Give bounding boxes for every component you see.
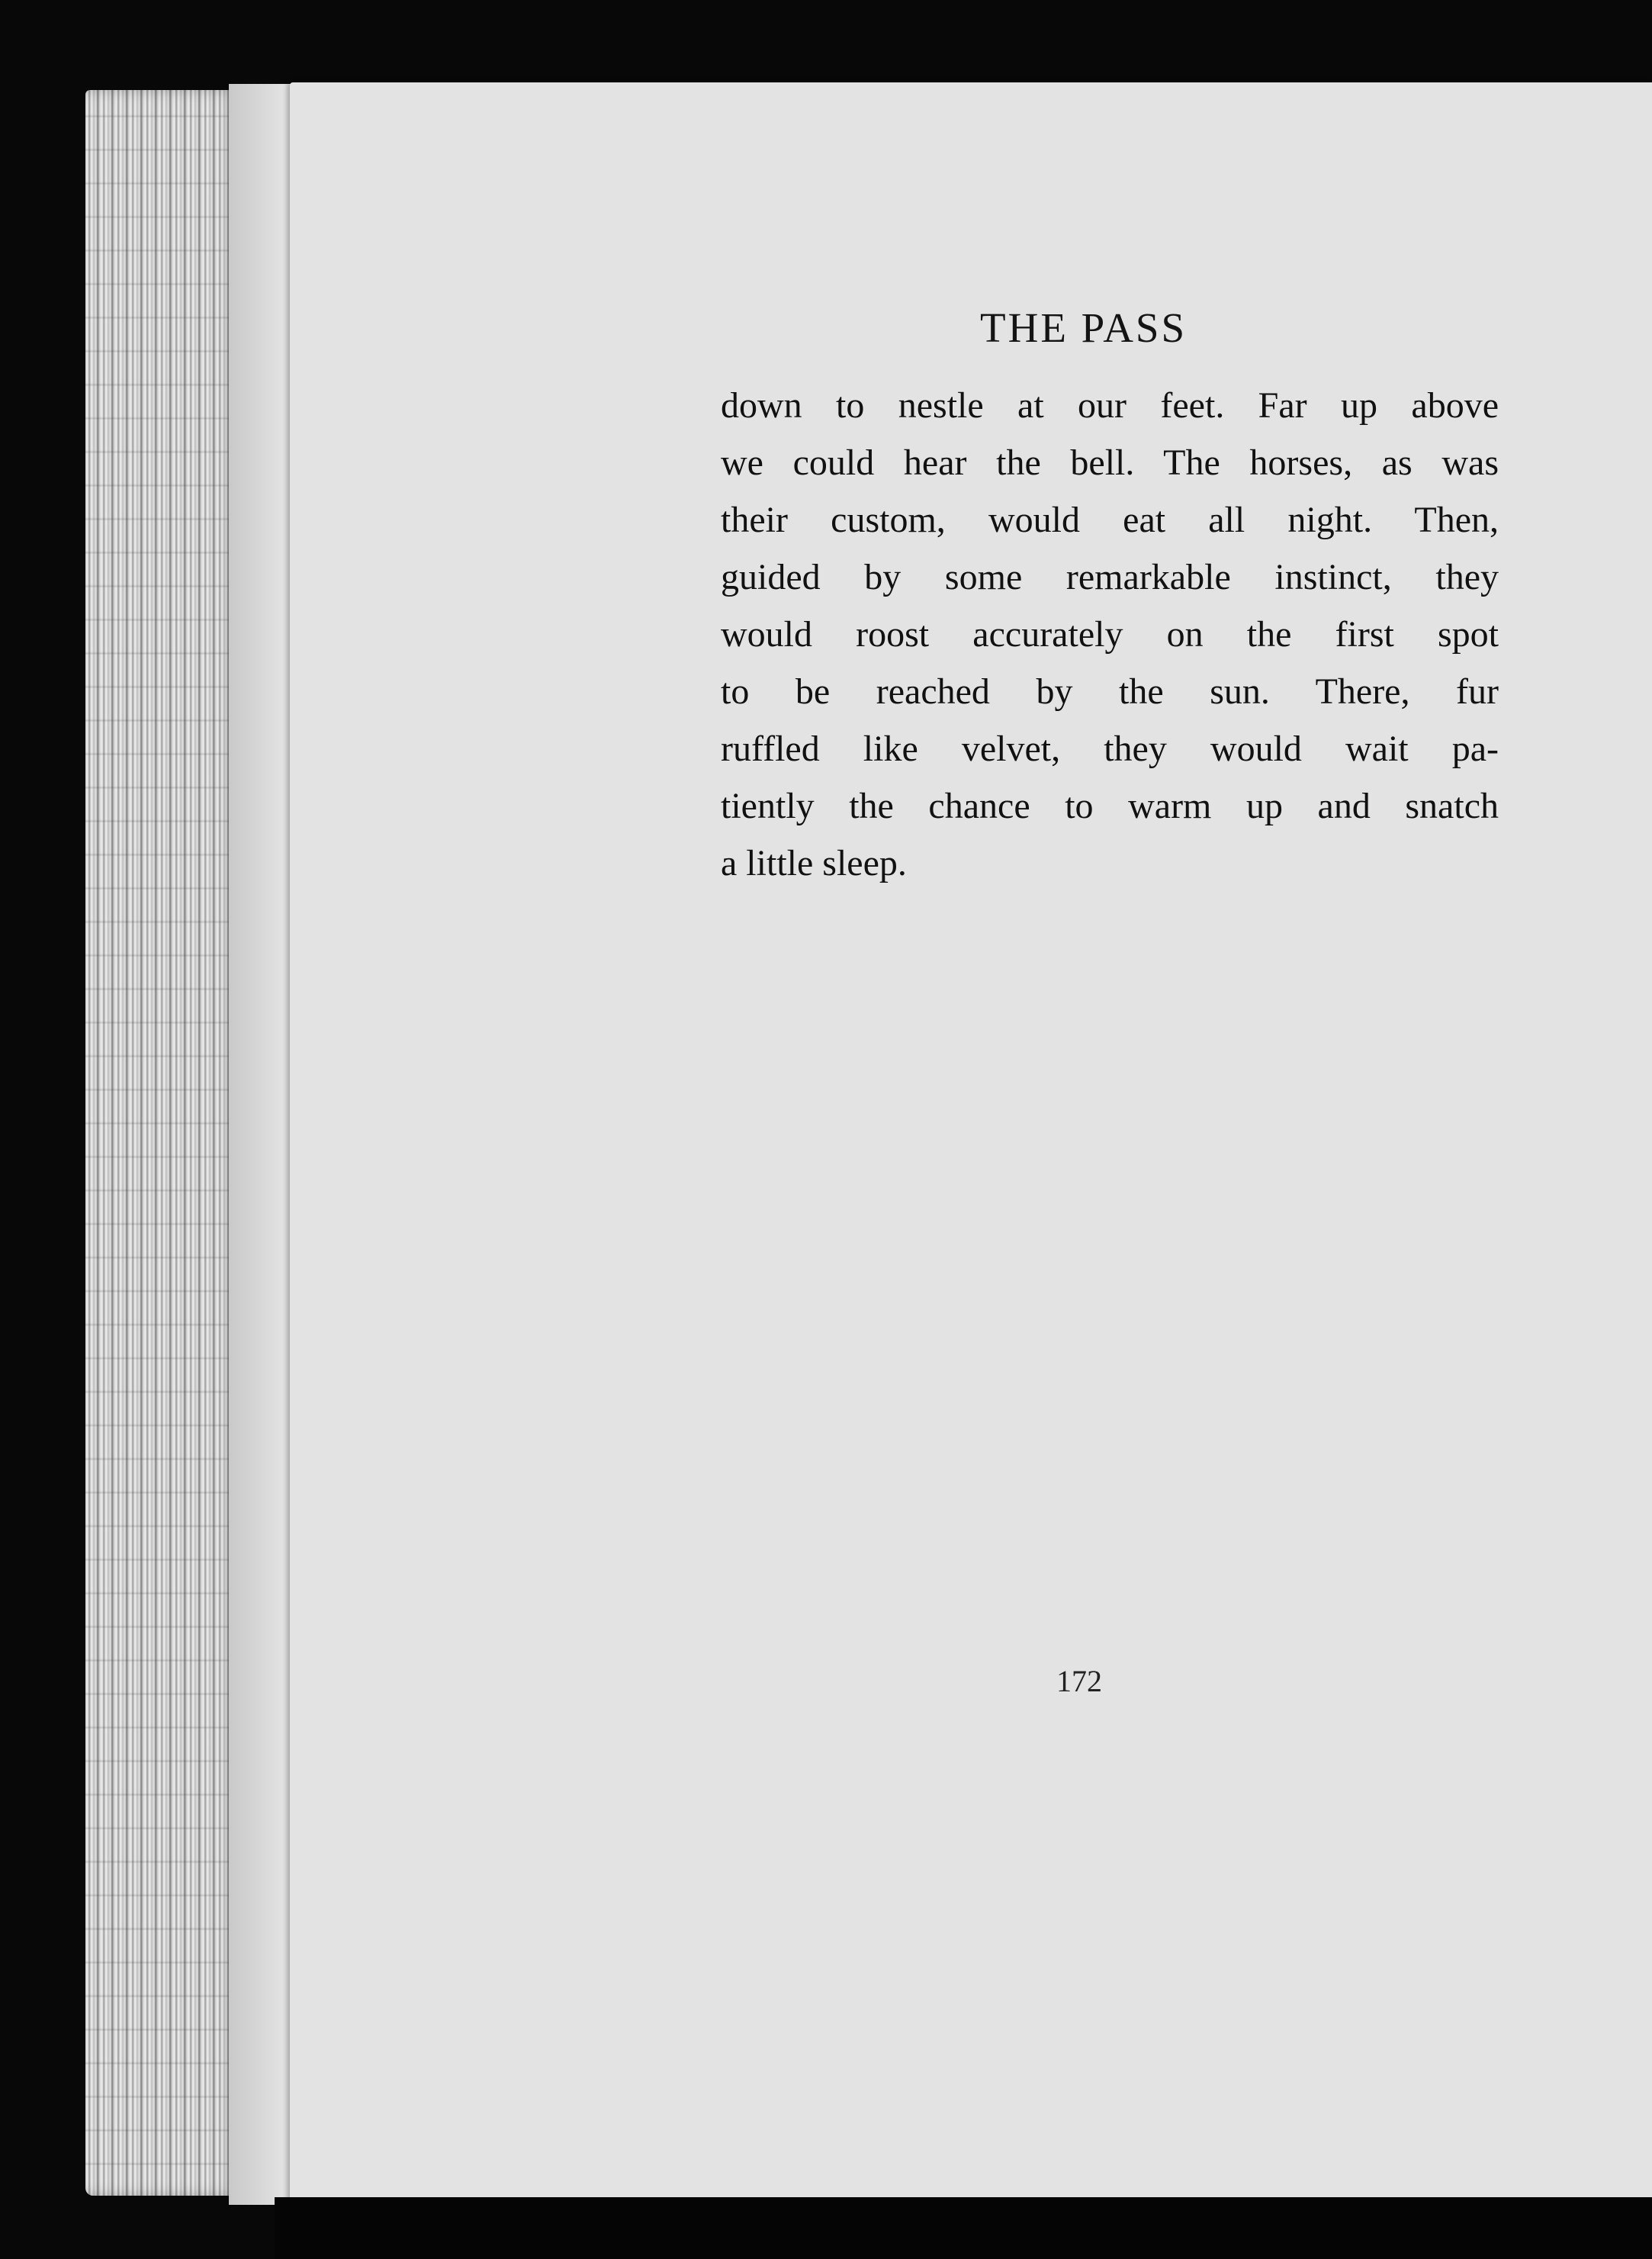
text-line: down to nestle at our feet. Far up above (721, 385, 1499, 426)
text-line: we could hear the bell. The horses, as was (721, 442, 1499, 483)
scan-background-edge (275, 2197, 1652, 2259)
text-line: would roost accurately on the first spot (721, 614, 1499, 655)
body-paragraph (721, 377, 1499, 892)
book-fore-edge (85, 90, 238, 2196)
text-line: tiently the chance to warm up and snatch (721, 786, 1499, 826)
text-line: a little sleep. (721, 843, 907, 883)
running-head: THE PASS (980, 304, 1188, 351)
text-line: guided by some remarkable instinct, they (721, 557, 1499, 597)
text-line: ruffled like velvet, they would wait pa- (721, 729, 1499, 769)
text-line: to be reached by the sun. There, fur (721, 671, 1499, 712)
text-line: their custom, would eat all night. Then, (721, 500, 1499, 540)
page-number: 172 (1056, 1664, 1102, 1698)
